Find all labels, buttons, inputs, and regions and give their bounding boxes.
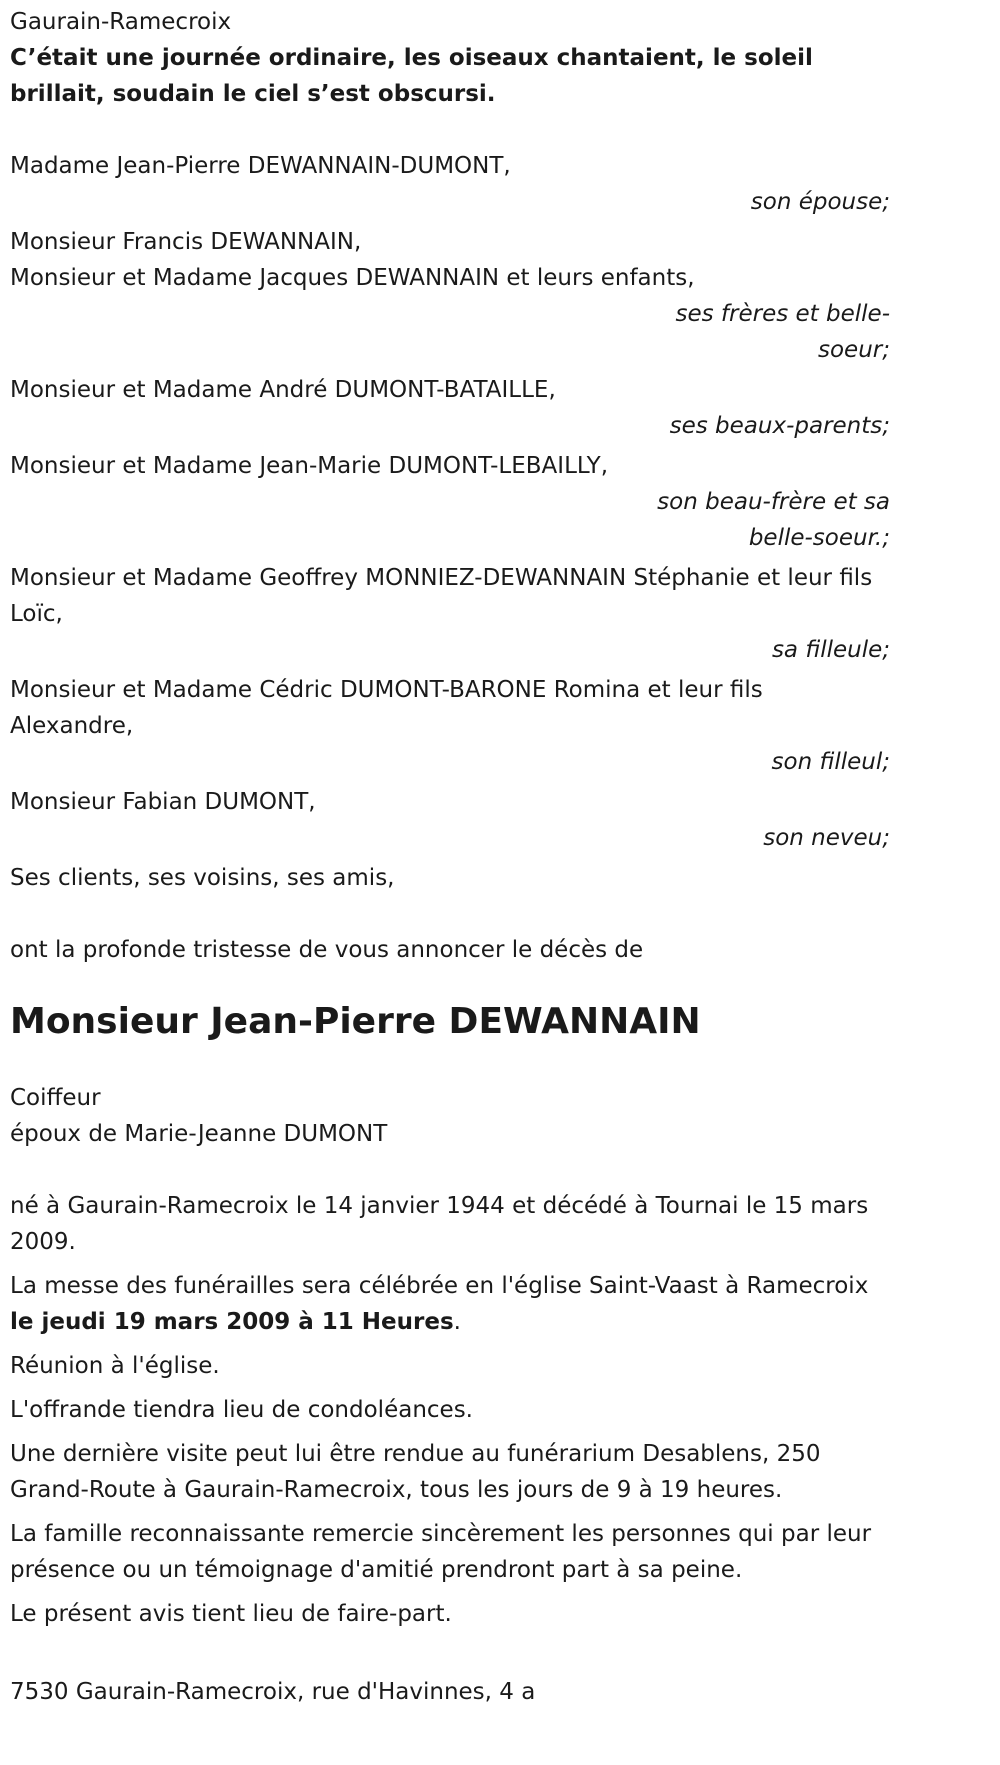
family-group [10,372,890,444]
relation-label: ses frères et belle-soeur; [675,301,890,363]
family-member: Monsieur et Madame Cédric DUMONT-BARONE Romina et leur fils Alexandre, [10,677,763,739]
family-member: Monsieur et Madame André DUMONT-BATAILLE, [10,377,556,403]
deceased-spouse: époux de Marie-Jeanne DUMONT [10,1121,388,1147]
family-group [10,148,890,220]
relation-label: son épouse; [750,189,890,215]
relation-label: son beau-frère et sa belle-soeur.; [657,489,890,551]
thanks-paragraph: La famille reconnaissante remercie sincèrement les personnes qui par leur présence ou un témoignage d'amitié prendront part à sa peine. [10,1521,872,1583]
family-member: Monsieur et Madame Geoffrey MONNIEZ-DEWANNAIN Stéphanie et leur fils Loïc, [10,565,873,627]
mass-paragraph [10,1268,890,1340]
family-member: Monsieur Francis DEWANNAIN, [10,229,362,255]
relation-label: ses beaux-parents; [669,413,890,439]
closing-family-line: Ses clients, ses voisins, ses amis, [10,865,395,891]
relation-label: sa filleule; [771,637,890,663]
mass-intro: La messe des funérailles sera célébrée en l'église Saint-Vaast à Ramecroix [10,1273,869,1299]
announcement-line: ont la profonde tristesse de vous annoncer le décès de [10,937,644,963]
family-list [10,148,890,856]
family-group [10,672,890,780]
family-member: Monsieur et Madame Jean-Marie DUMONT-LEBAILLY, [10,453,608,479]
reunion-line: Réunion à l'église. [10,1353,220,1379]
city-line: Gaurain-Ramecroix [10,9,232,35]
epigraph: C’était une journée ordinaire, les oiseaux chantaient, le soleil brillait, soudain le ciel s’est obscursi. [10,45,813,107]
mass-date: le jeudi 19 mars 2009 à 11 Heures [10,1309,454,1335]
mass-end: . [453,1309,461,1335]
family-group [10,560,890,668]
offering-line: L'offrande tiendra lieu de condoléances. [10,1397,473,1423]
visit-paragraph: Une dernière visite peut lui être rendue au funérarium Desablens, 250 Grand-Route à Gaurain-Ramecroix, tous les jours de 9 à 19 heures. [10,1441,821,1503]
family-member: Monsieur et Madame Jacques DEWANNAIN et leurs enfants, [10,265,695,291]
relation-label: son neveu; [763,825,890,851]
family-member: Monsieur Fabian DUMONT, [10,789,316,815]
birth-death-line: né à Gaurain-Ramecroix le 14 janvier 1944 et décédé à Tournai le 15 mars 2009. [10,1193,869,1255]
deceased-occupation: Coiffeur [10,1085,101,1111]
family-group [10,448,890,556]
family-group [10,224,890,368]
deceased-name: Monsieur Jean-Pierre DEWANNAIN [10,1001,701,1042]
notice-line: Le présent avis tient lieu de faire-part. [10,1601,452,1627]
family-member: Madame Jean-Pierre DEWANNAIN-DUMONT, [10,153,511,179]
address-line: 7530 Gaurain-Ramecroix, rue d'Havinnes, 4 a [10,1679,536,1705]
relation-label: son filleul; [771,749,890,775]
family-group [10,784,890,856]
